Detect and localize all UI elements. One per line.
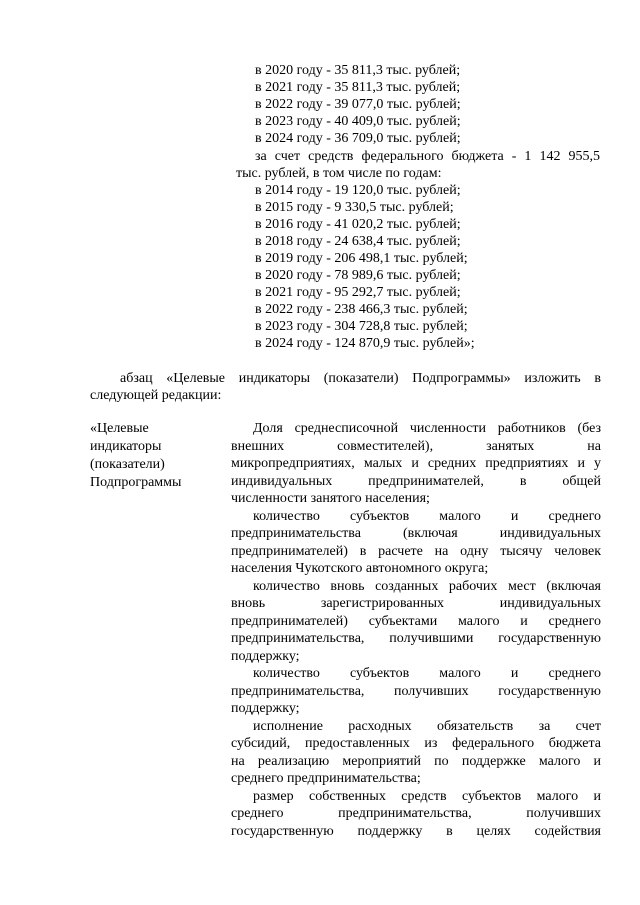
federal-budget-heading-cont: тыс. рублей, в том числе по годам: (236, 166, 442, 181)
indicator-line: размер собственных средств субъектов малого и (253, 788, 601, 804)
funding-line: в 2023 году - 40 409,0 тыс. рублей; (255, 114, 461, 129)
indicator-line: среднего предпринимательства; (231, 771, 421, 786)
funding-line: в 2022 году - 238 466,3 тыс. рублей; (255, 302, 468, 317)
funding-line: в 2018 году - 24 638,4 тыс. рублей; (255, 234, 461, 249)
indicator-line: численности занятого населения; (231, 491, 430, 506)
funding-line: в 2020 году - 35 811,3 тыс. рублей; (255, 63, 461, 78)
indicator-line: вновь зарегистрированных индивидуальных (231, 596, 601, 611)
indicator-line: микропредприятиях, малых и средних предприятиях и у (231, 456, 601, 471)
table-right-cell (231, 420, 601, 840)
indicator-line: среднего предпринимательства, получивших (231, 806, 601, 821)
indicator-line: исполнение расходных обязательств за счет (253, 718, 601, 734)
funding-line: в 2020 году - 78 989,6 тыс. рублей; (255, 268, 461, 283)
funding-line: в 2021 году - 95 292,7 тыс. рублей; (255, 285, 461, 300)
indicator-line: предпринимательства, получивших государственную (231, 683, 601, 699)
indicator-line: населения Чукотского автономного округа; (231, 561, 489, 576)
indicator-line: количество субъектов малого и среднего (253, 508, 601, 524)
indicator-line: индивидуальных предпринимателей, в общей (231, 473, 601, 489)
funding-line: в 2019 году - 206 498,1 тыс. рублей; (255, 251, 468, 266)
left-cell-line: «Целевые (90, 421, 149, 436)
indicator-line: предпринимателей) субъектами малого и среднего (231, 613, 601, 629)
indicator-line: субсидий, предоставленных из федерального бюджета (231, 736, 601, 751)
funding-line: в 2024 году - 36 709,0 тыс. рублей; (255, 131, 461, 146)
left-cell-line: Подпрограммы (90, 475, 182, 490)
funding-line: в 2022 году - 39 077,0 тыс. рублей; (255, 97, 461, 112)
indicator-line: предпринимательства, получившими государственную (231, 631, 601, 646)
funding-line: в 2023 году - 304 728,8 тыс. рублей; (255, 319, 468, 334)
funding-line: в 2024 году - 124 870,9 тыс. рублей»; (255, 336, 475, 351)
indicator-line: поддержку; (231, 701, 300, 716)
paragraph-line-2: следующей редакции: (90, 388, 222, 403)
paragraph-line-1: абзац «Целевые индикаторы (показатели) Подпрограммы» изложить в (120, 371, 601, 386)
funding-line: в 2015 году - 9 330,5 тыс. рублей; (255, 200, 454, 215)
left-cell-line: индикаторы (90, 439, 162, 454)
indicator-line: количество вновь созданных рабочих мест (включая (253, 578, 601, 594)
indicator-line: Доля среднесписочной численности работников (без (253, 421, 601, 436)
indicator-line: государственную поддержку в целях содействия (231, 823, 601, 839)
funding-line: в 2016 году - 41 020,2 тыс. рублей; (255, 217, 461, 232)
indicator-line: предпринимателей) в расчете на одну тысячу человек (231, 543, 601, 559)
indicator-line: количество субъектов малого и среднего (253, 666, 601, 681)
indicator-line: внешних совместителей), занятых на (231, 438, 601, 454)
funding-line: в 2014 году - 19 120,0 тыс. рублей; (255, 183, 461, 198)
funding-line: в 2021 году - 35 811,3 тыс. рублей; (255, 80, 461, 95)
indicator-line: предпринимательства (включая индивидуальных (231, 526, 601, 541)
indicator-line: поддержку; (231, 648, 300, 664)
table-left-cell (90, 420, 225, 492)
indicator-line: на реализацию мероприятий по поддержке малого и (231, 753, 601, 769)
federal-budget-heading: за счет средств федерального бюджета - 1 142 955,5 (255, 149, 600, 164)
left-cell-line: (показатели) (90, 457, 165, 472)
